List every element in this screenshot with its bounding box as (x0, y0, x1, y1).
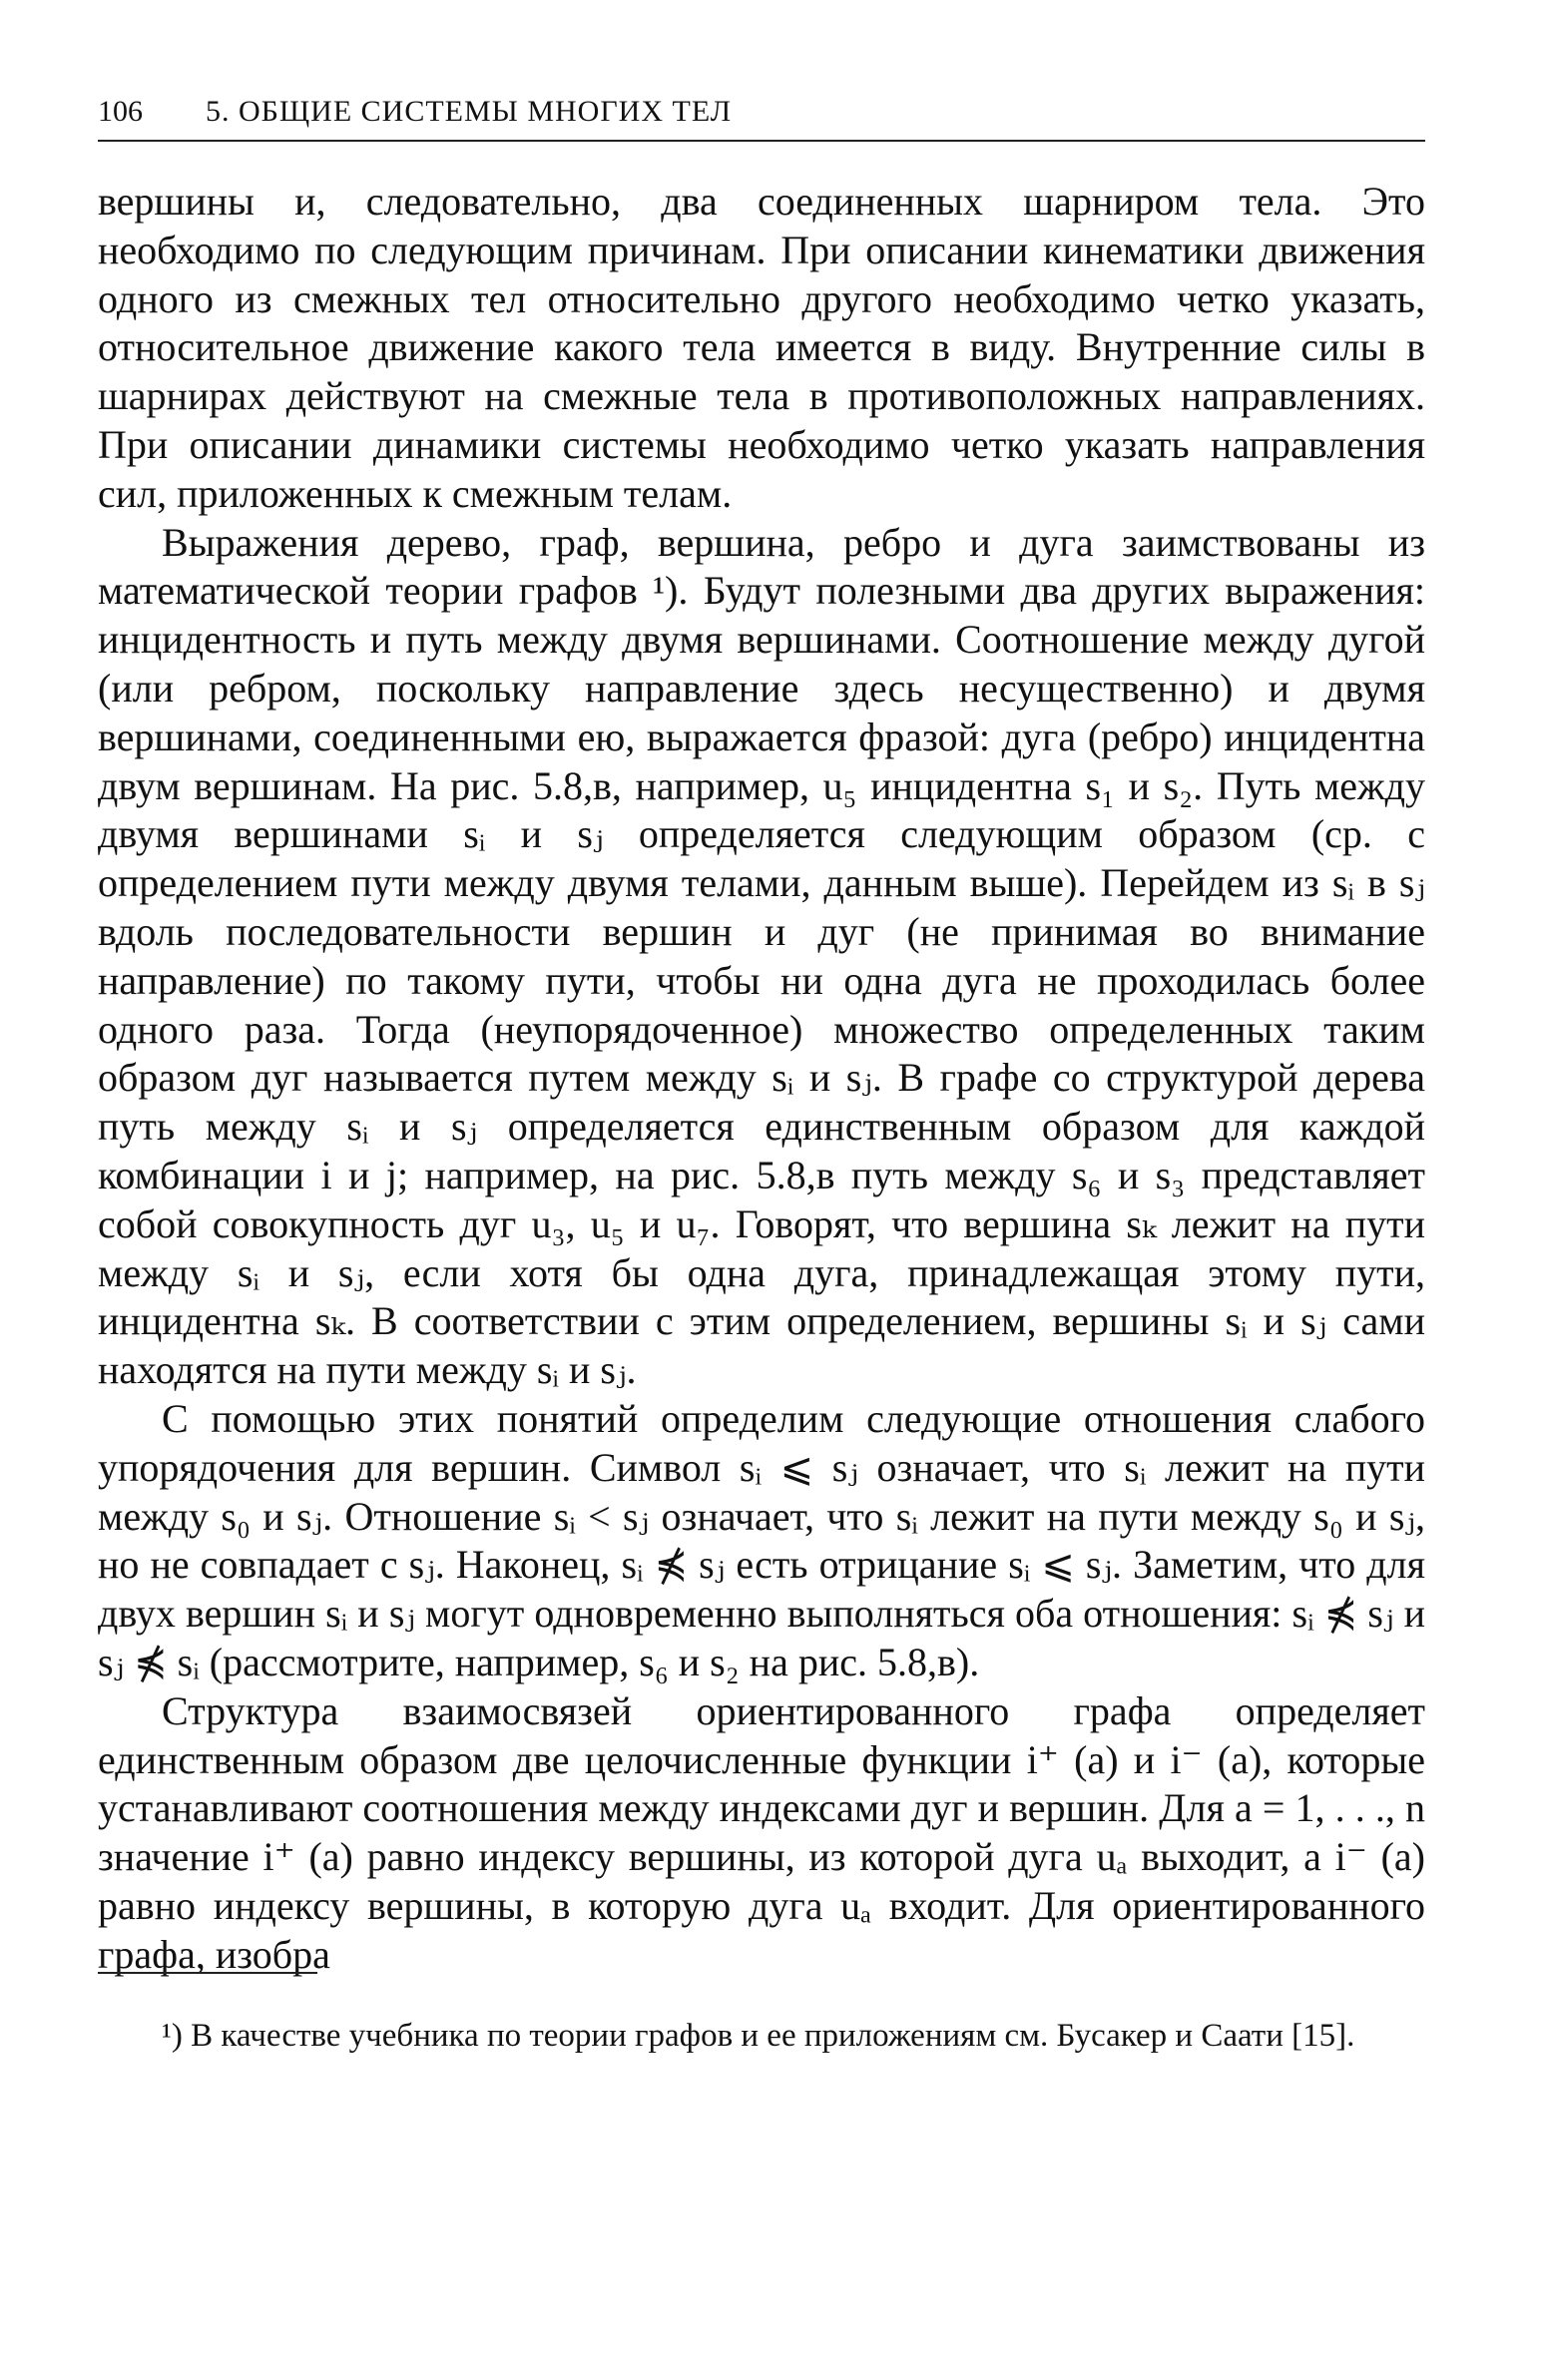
paragraph-3: С помощью этих понятий определим следующие отношения слабого упорядочения для вершин. Символ sᵢ ⩽ sⱼ означает, что sᵢ лежит на пути между s₀ и sⱼ. Отношение sᵢ < sⱼ означает, что sᵢ лежит на пути между s₀ и sⱼ, но не совпадает с sⱼ. Наконец, sᵢ ⋠ sⱼ есть отрицание sᵢ ⩽ sⱼ. Заметим, что для двух вершин sᵢ и sⱼ могут одновременно выполняться оба отношения: sᵢ ⋠ sⱼ и sⱼ ⋠ sᵢ (рассмотрите, например, s₆ и s₂ на рис. 5.8,в). (98, 1395, 1425, 1684)
paragraph-2: Выражения дерево, граф, вершина, ребро и дуга заимствованы из математической теории графов ¹). Будут полезными два других выражения: инцидентность и путь между двумя вершинами. Соотношение между дугой (или ребром, поскольку направление здесь несущественно) и двумя вершинами, соединенными ею, выражается фразой: дуга (ребро) инцидентна двум вершинам. На рис. 5.8,в, например, u₅ инцидентна s₁ и s₂. Путь между двумя вершинами sᵢ и sⱼ определяется следующим образом (ср. с определением пути между двумя телами, данным выше). Перейдем из sᵢ в sⱼ вдоль последовательности вершин и дуг (не принимая во внимание направление) по такому пути, чтобы ни одна дуга не проходилась более одного раза. Тогда (неупорядоченное) множество определенных таким образом дуг называется путем между sᵢ и sⱼ. В графе со структурой дерева путь между sᵢ и sⱼ определяется единственным образом для каждой комбинации i и j; например, на рис. 5.8,в путь между s₆ и s₃ представляет собой совокупность дуг u₃, u₅ и u₇. Говорят, что вершина sₖ лежит на пути между sᵢ и sⱼ, если хотя бы одна дуга, принадлежащая этому пути, инцидентна sₖ. В соответствии с этим определением, вершины sᵢ и sⱼ сами находятся на пути между sᵢ и sⱼ. (98, 519, 1425, 1393)
footnote (98, 2014, 1425, 2058)
page-number: 106 (98, 95, 143, 128)
footnote-text: ¹) В качестве учебника по теории графов и ее приложениям см. Бусакер и Саати [15]. (162, 2018, 1355, 2054)
paragraph-1: вершины и, следовательно, два соединенных шарниром тела. Это необходимо по следующим причинам. При описании кинематики движения одного из смежных тел относительно другого необходимо четко указать, относительное движение какого тела имеется в виду. Внутренние силы в шарнирах действуют на смежные тела в противоположных направлениях. При описании динамики системы необходимо четко указать направления сил, приложенных к смежным телам. (98, 179, 1425, 516)
body-text (98, 178, 1425, 1979)
footnote-rule (98, 1972, 317, 1974)
paragraph-4: Структура взаимосвязей ориентированного графа определяет единственным образом две целочисленные функции i⁺ (a) и i⁻ (a), которые устанавливают соотношения между индексами дуг и вершин. Для a = 1, . . ., n значение i⁺ (a) равно индексу вершины, из которой дуга uₐ выходит, а i⁻ (a) равно индексу вершины, в которую дуга uₐ входит. Для ориентированного графа, изобра (98, 1687, 1425, 1977)
running-header (98, 92, 1425, 142)
running-title: 5. ОБЩИЕ СИСТЕМЫ МНОГИХ ТЕЛ (206, 95, 733, 128)
